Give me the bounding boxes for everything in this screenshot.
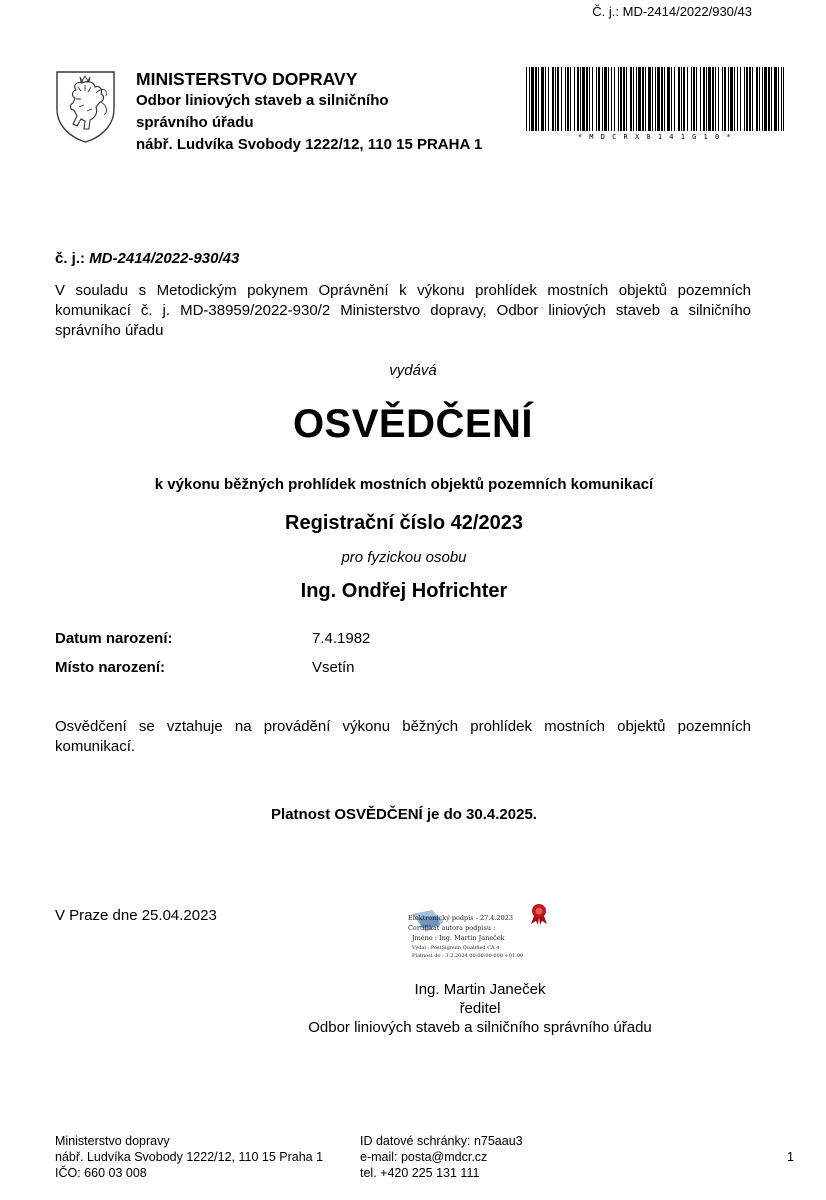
place-and-date: V Praze dne 25.04.2023	[55, 907, 217, 924]
date-of-birth-value: 7.4.1982	[312, 630, 371, 647]
footer-street: nábř. Ludvíka Svobody 1222/12, 110 15 Praha 1	[55, 1150, 324, 1164]
signer-name: Ing. Martin Janeček	[414, 981, 546, 998]
date-of-birth-label: Datum narození:	[55, 630, 173, 647]
person-name: Ing. Ondřej Hofrichter	[300, 580, 508, 602]
certificate-title: OSVĚDČENÍ	[292, 402, 534, 446]
footer-phone: tel. +420 225 131 111	[360, 1166, 480, 1180]
scope-paragraph: Osvědčení se vztahuje na provádění výkonu běžných prohlídek mostních objektů pozemních komunikací.	[55, 718, 751, 755]
signer-department: Odbor liniových staveb a silničního správního úřadu	[308, 1019, 652, 1036]
signature-line-4: Vydal : PostSignum Qualified CA 4	[412, 945, 500, 951]
footer-address	[55, 1133, 323, 1181]
department-line1: Odbor liniových staveb a silničního	[136, 92, 389, 109]
barcode	[526, 67, 784, 143]
footer-contacts	[360, 1133, 523, 1181]
electronic-signature	[408, 906, 558, 966]
ministry-name: MINISTERSTVO DOPRAVY	[136, 69, 358, 89]
footer-email: e-mail: posta@mdcr.cz	[360, 1150, 488, 1164]
reference-value: MD-2414/2022-930/43	[89, 250, 240, 267]
reference-label: č. j.:	[55, 250, 90, 267]
issues-text: vydává	[389, 362, 437, 379]
letterhead	[136, 68, 482, 156]
footer-databox-id: ID datové schránky: n75aau3	[360, 1134, 523, 1148]
signature-line-2: Certifikát autora podpisu :	[408, 924, 496, 932]
reference-number	[55, 250, 239, 267]
coat-of-arms-logo	[54, 69, 117, 144]
signature-line-5: Platnost do : 3.2.2024 00:00:00-000 +01:00	[412, 953, 524, 959]
signature-line-1: Elektronický podpis - 27.4.2023	[408, 914, 514, 922]
place-of-birth-value: Vsetín	[312, 659, 355, 676]
footer-ministry: Ministerstvo dopravy	[55, 1134, 170, 1148]
place-of-birth-label: Místo narození:	[55, 659, 166, 676]
department-line2: správního úřadu	[136, 114, 254, 131]
seal-icon	[528, 902, 550, 926]
barcode-bars	[526, 67, 784, 131]
footer-ico: IČO: 660 03 008	[55, 1166, 147, 1180]
top-reference: Č. j.: MD-2414/2022/930/43	[592, 4, 752, 19]
registration-number: Registrační číslo 42/2023	[285, 512, 523, 534]
intro-paragraph: V souladu s Metodickým pokynem Oprávnění k výkonu prohlídek mostních objektů pozemních komunikací č. j. MD-38959/2022-930/2 Ministerstvo dopravy, Odbor liniových staveb a silničního správního úřadu	[55, 282, 751, 339]
signer-role: ředitel	[459, 1000, 501, 1017]
signer-block	[290, 980, 670, 1037]
certificate-subtitle: k výkonu běžných prohlídek mostních objektů pozemních komunikací	[154, 476, 654, 493]
validity-statement: Platnost OSVĚDČENÍ je do 30.4.2025.	[271, 806, 537, 823]
for-person-text: pro fyzickou osobu	[341, 549, 467, 566]
page-number: 1	[787, 1150, 794, 1164]
ministry-address: nábř. Ludvíka Svobody 1222/12, 110 15 PRAHA 1	[136, 136, 483, 153]
barcode-text: * M D C R X 0 1 4 1 G 1 0 *	[577, 133, 733, 141]
signature-line-3: Jméno : Ing. Martin Janeček	[412, 934, 505, 942]
